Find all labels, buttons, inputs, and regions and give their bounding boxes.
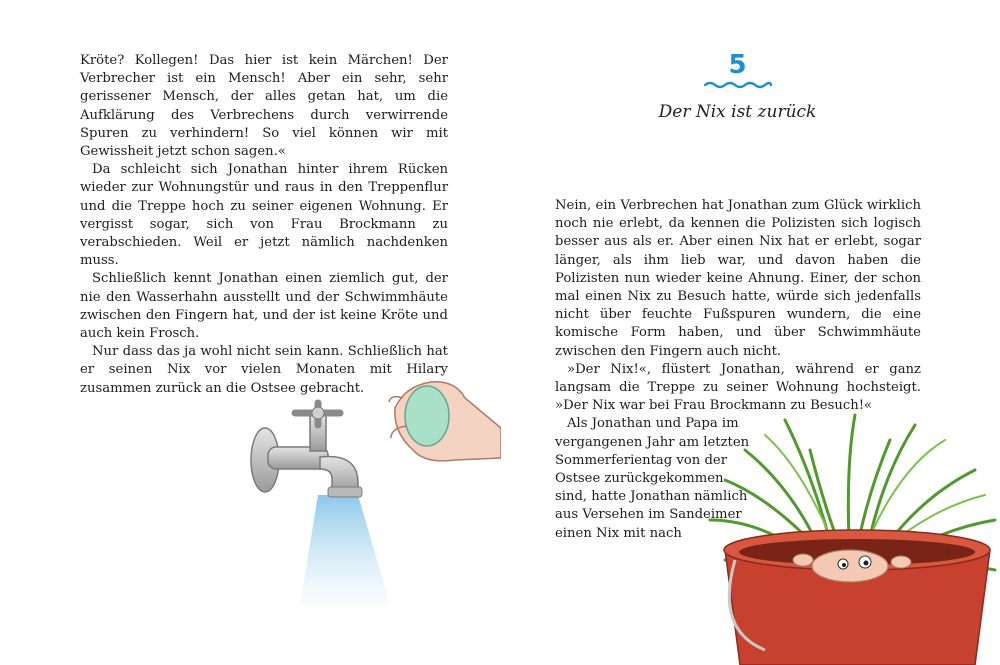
paragraph: Kröte? Kollegen! Das hier ist kein Märchen! Der Verbrecher ist ein Mensch! Aber ein sehr, sehr gerissener Mensch, der alles getan hat, um die Aufklärung des Verbrechens durch verwirrende Spuren zu verhindern! So viel können wir mit Gewissheit jetzt schon sagen.« [80, 53, 448, 160]
paragraph: Als Jonathan und Papa im vergangenen Jahr am letzten Sommerferientag von der Ostsee zurückgekommen sind, hatte Jonathan nämlich aus Versehen im Sandeimer einen Nix mit nach [555, 416, 750, 541]
right-page [500, 0, 1000, 665]
chapter-title: Der Nix ist zurück [658, 102, 817, 122]
hand-with-soap-illustration [385, 368, 501, 470]
paragraph: Nein, ein Verbrechen hat Jonathan zum Glück wirklich noch nie erlebt, da kennen die Polizisten sich logisch besser aus als er. Aber einen Nix hat er erlebt, sogar länger, als ihm lieb war, und davon haben die Polizisten nun wieder keine Ahnung. Einer, der schon mal einen Nix zu Besuch hatte, würde sich jedenfalls nicht über feuchte Fußspuren wundern, die eine komische Form haben, und über Schwimmhäute zwischen den Fingern auch nicht. [555, 198, 921, 359]
left-page-text [80, 52, 448, 398]
nix-in-bucket-illustration [705, 410, 1000, 665]
paragraph: »Der Nix!«, flüstert Jonathan, während er ganz langsam die Treppe zu seiner Wohnung hochsteigt. »Der Nix war bei Frau Brockmann zu Besuch!« [555, 361, 921, 414]
paragraph: Nur dass das ja wohl nicht sein kann. Schließlich hat er seinen Nix vor vielen Monaten mit Hilary zusammen zurück an die Ostsee gebracht. [80, 344, 448, 396]
chapter-number: 5 [728, 50, 747, 80]
paragraph: Schließlich kennt Jonathan einen ziemlich gut, der nie den Wasserhahn ausstellt und der Schwimmhäute zwischen den Fingern hat, und der ist keine Kröte und auch kein Frosch. [80, 271, 448, 342]
water-tap-illustration [240, 395, 400, 610]
wave-ornament-icon [703, 80, 773, 90]
paragraph: Da schleicht sich Jonathan hinter ihrem Rücken wieder zur Wohnungstür und raus in den Treppenflur und die Treppe hoch zu seiner eigenen Wohnung. Er vergisst sogar, sich von Frau Brockmann zu verabschieden. Weil er jetzt nämlich nachdenken muss. [80, 162, 448, 269]
